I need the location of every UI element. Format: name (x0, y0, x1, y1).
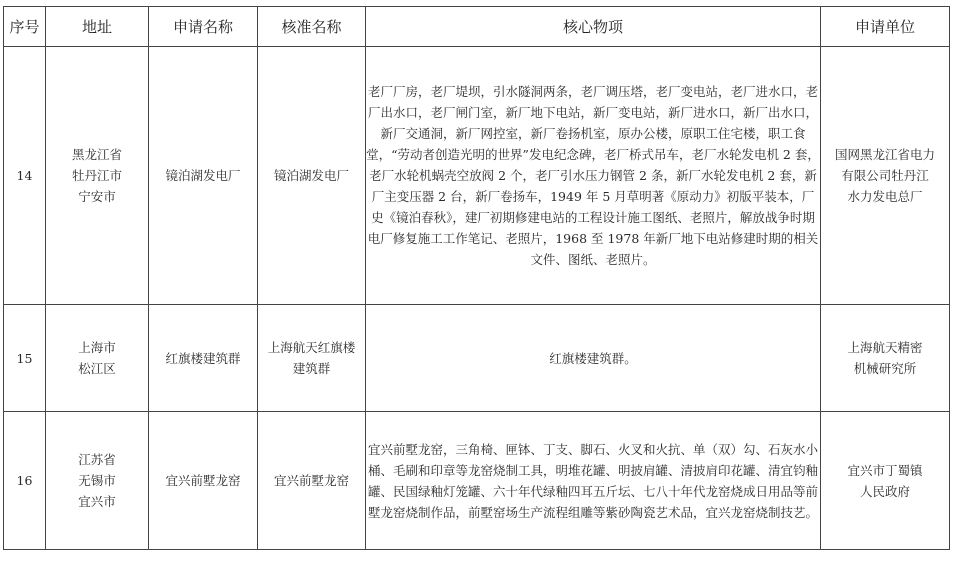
cell-core-items: 红旗楼建筑群。 (366, 305, 821, 412)
cell-applied-name: 红旗楼建筑群 (149, 305, 258, 412)
cell-approved-name: 宜兴前墅龙窑 (258, 412, 366, 550)
header-approved-name: 核准名称 (258, 7, 366, 47)
table-row (4, 305, 950, 412)
cell-applied-name: 镜泊湖发电厂 (149, 47, 258, 305)
cell-applicant: 上海航天精密 机械研究所 (821, 305, 950, 412)
cell-no: 16 (4, 412, 46, 550)
header-applied-name: 申请名称 (149, 7, 258, 47)
header-applicant: 申请单位 (821, 7, 950, 47)
cell-no: 15 (4, 305, 46, 412)
heritage-table (3, 6, 950, 550)
cell-applicant: 宜兴市丁蜀镇 人民政府 (821, 412, 950, 550)
cell-approved-name: 上海航天红旗楼 建筑群 (258, 305, 366, 412)
cell-applied-name: 宜兴前墅龙窑 (149, 412, 258, 550)
header-no: 序号 (4, 7, 46, 47)
cell-applicant: 国网黑龙江省电力 有限公司牡丹江 水力发电总厂 (821, 47, 950, 305)
cell-no: 14 (4, 47, 46, 305)
cell-address: 江苏省 无锡市 宜兴市 (46, 412, 149, 550)
table-row (4, 47, 950, 305)
header-core-items: 核心物项 (366, 7, 821, 47)
header-row (4, 7, 950, 47)
cell-address: 上海市 松江区 (46, 305, 149, 412)
cell-address: 黑龙江省 牡丹江市 宁安市 (46, 47, 149, 305)
cell-approved-name: 镜泊湖发电厂 (258, 47, 366, 305)
header-address: 地址 (46, 7, 149, 47)
cell-core-items: 宜兴前墅龙窑，三角椅、匣钵、丁支、脚石、火叉和火抗、单（双）勾、石灰水小桶、毛刷和印章等龙窑烧制工具，明堆花罐、明披肩罐、清披肩印花罐、清宜钧釉罐、民国绿釉灯笼罐、六十年代绿釉四耳五斤坛、七八十年代龙窑烧成日用品等前墅龙窑烧制作品，前墅窑场生产流程组雕等紫砂陶瓷艺术品，宜兴龙窑烧制技艺。 (366, 412, 821, 550)
cell-core-items: 老厂厂房，老厂堤坝，引水隧洞两条，老厂调压塔，老厂变电站，老厂进水口，老厂出水口，老厂闸门室，新厂地下电站，新厂变电站，新厂进水口，新厂出水口，新厂交通洞，新厂网控室，新厂卷扬机室，原办公楼，原职工住宅楼，职工食堂，“劳动者创造光明的世界”发电纪念碑，老厂桥式吊车，老厂水轮发电机 2 套，老厂水轮机蜗壳空放阀 2 个，老厂引水压力钢管 2 条，新厂水轮发电机 2 套，新厂主变压器 2 台，新厂卷扬车，1949 年 5 月草明著《原动力》初版平装本，厂史《镜泊春秋》，建厂初期修建电站的工程设计施工图纸、老照片，解放战争时期电厂修复施工工作笔记、老照片，1968 至 1978 年新厂地下电站修建时期的相关文件、图纸、老照片。 (366, 47, 821, 305)
table-row (4, 412, 950, 550)
